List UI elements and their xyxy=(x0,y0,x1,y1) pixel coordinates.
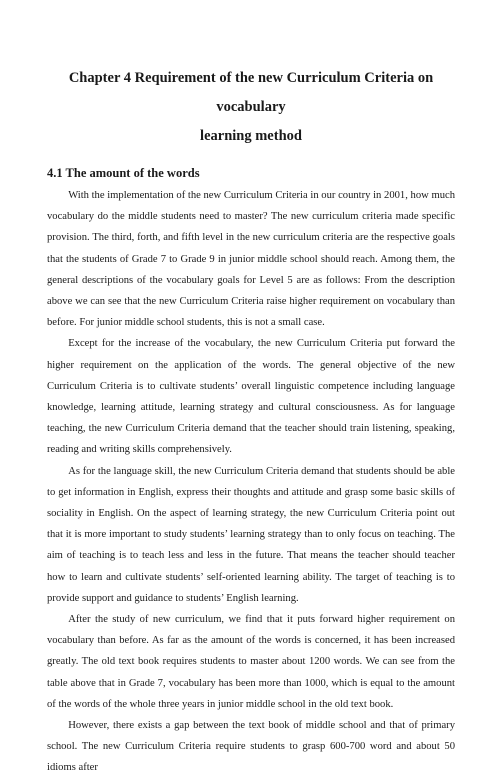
chapter-title-line-2: learning method xyxy=(200,128,302,144)
paragraph-1: With the implementation of the new Curriculum Criteria in our country in 2001, how much vocabulary do the middle students need to master? The new curriculum criteria made specific provision. The third, forth, and fifth level in the new curriculum criteria are the respective goals that the students of Grade 7 to Grade 9 in junior middle school should reach. Among them, the general descriptions of the vocabulary goals for Level 5 are as follows: From the description above we can see that the new Curriculum Criteria raise higher requirement on vocabulary than before. For junior middle school students, this is not a small case. xyxy=(47,190,455,329)
chapter-title xyxy=(47,64,455,151)
chapter-title-line-1: Chapter 4 Requirement of the new Curriculum Criteria on vocabulary xyxy=(68,70,434,115)
paragraph-4: After the study of new curriculum, we find that it puts forward higher requirement on vocabulary than before. As far as the amount of the words is concerned, it has been increased greatly. The old text book requires students to master about 1200 words. We can see from the table above that in Grade 7, vocabulary has been more than 1000, which is equal to the amount of the words of the whole three years in junior middle school in the old text book. xyxy=(47,614,455,710)
body-text xyxy=(47,185,455,779)
paragraph-2: Except for the increase of the vocabulary, the new Curriculum Criteria put forward the higher requirement on the application of the words. The general objective of the new Curriculum Criteria is to cultivate students’ overall linguistic competence including language knowledge, learning attitude, learning strategy and cultural consciousness. As for language teaching, the new Curriculum Criteria demand that the teacher should train listening, speaking, reading and writing skills comprehensively. xyxy=(47,338,455,456)
paragraph-5: However, there exists a gap between the text book of middle school and that of primary school. The new Curriculum Criteria require students to grasp 600-700 word and about 50 idioms after xyxy=(47,720,455,774)
paragraph-3: As for the language skill, the new Curriculum Criteria demand that students should be able to get information in English, express their thoughts and attitude and grasp some basic skills of sociality in English. On the aspect of learning strategy, the new Curriculum Criteria point out that it is more important to study students’ learning strategy than to only focus on teaching. The aim of teaching is to teach less and less in the future. That means the teacher should teacher how to learn and cultivate students’ self-oriented learning ability. The target of teaching is to provide support and guidance to students’ English learning. xyxy=(47,465,455,604)
section-heading: 4.1 The amount of the words xyxy=(47,166,200,180)
